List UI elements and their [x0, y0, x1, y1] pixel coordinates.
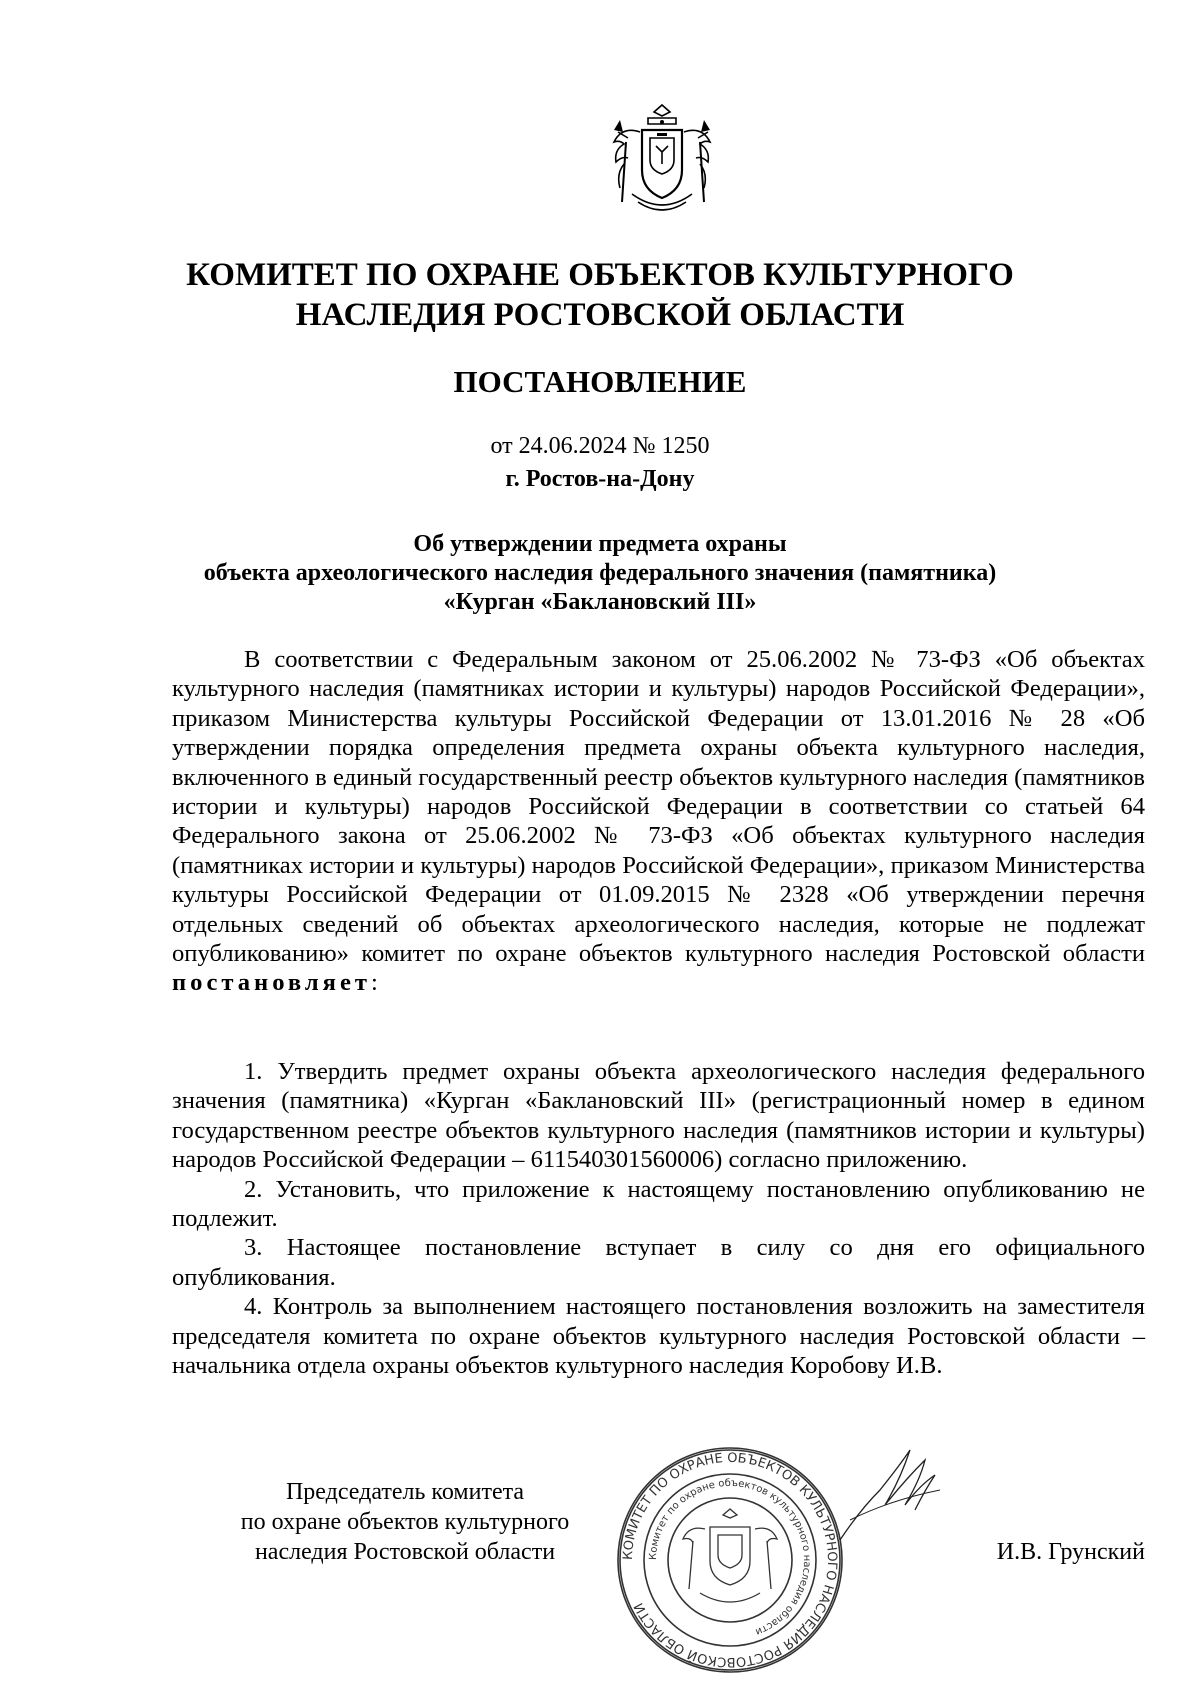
signer-position-line-2: по охране объектов культурного: [240, 1509, 570, 1535]
svg-text:Комитет по охране объектов кул: [648, 1478, 812, 1637]
organization-name-line-1: КОМИТЕТ ПО ОХРАНЕ ОБЪЕКТОВ КУЛЬТУРНОГО: [186, 257, 1014, 293]
document-title: [0, 530, 1200, 617]
organization-name-line-2: НАСЛЕДИЯ РОСТОВСКОЙ ОБЛАСТИ: [295, 297, 905, 333]
resolution-item: 2. Установить, что приложение к настоящему постановлению опубликованию не подлежит.: [172, 1175, 1145, 1233]
document-title-line-2: объекта археологического наследия федерального значения (памятника): [203, 560, 997, 586]
handwritten-signature-icon: [830, 1440, 950, 1550]
official-seal-icon: [615, 1445, 845, 1675]
signer-position: [190, 1477, 620, 1567]
document-title-line-1: Об утверждении предмета охраны: [413, 531, 787, 557]
signer-position-line-1: Председатель комитета: [285, 1479, 525, 1505]
resolution-items: [172, 1057, 1145, 1380]
resolves-word: постановляет: [172, 969, 371, 997]
document-title-line-3: «Курган «Баклановский III»: [443, 589, 757, 615]
signer-name: И.В. Грунский: [996, 1539, 1145, 1565]
resolution-item: 1. Утвердить предмет охраны объекта археологического наследия федерального значения (памятника) «Курган «Баклановский III» (регистрационный номер в едином государственном реестре объектов культурного наследия (памятников истории и культуры) народов Российской Федерации – 611540301560006) согласно приложению.: [172, 1058, 1145, 1174]
preamble: [172, 645, 1145, 998]
document-date-number: от 24.06.2024 № 1250: [490, 433, 710, 459]
preamble-end: :: [370, 969, 378, 997]
organization-name: [0, 255, 1200, 335]
coat-of-arms-icon: [604, 102, 720, 222]
preamble-text: В соответствии с Федеральным законом от 25.06.2002 № 73-ФЗ «Об объектах культурного наследия (памятниках истории и культуры) народов Российской Федерации», приказом Министерства культуры Российской Федерации от 13.01.2016 № 28 «Об утверждении порядка определения предмета охраны объекта культурного наследия, включенного в единый государственный реестр объектов культурного наследия (памятников истории и культуры) народов Российской Федерации в соответствии со статьей 64 Федерального закона от 25.06.2002 № 73-ФЗ «Об объектах культурного наследия (памятниках истории и культуры) народов Российской Федерации», приказом Министерства культуры Российской Федерации от 01.09.2015 № 2328 «Об утверждении перечня отдельных сведений об объектах археологического наследия, которые не подлежат опубликованию» комитет по охране объектов культурного наследия Ростовской области: [172, 646, 1145, 968]
seal-inner-text: Комитет по охране объектов культурного наследия области: [647, 1477, 813, 1638]
resolution-item: 3. Настоящее постановление вступает в силу со дня его официального опубликования.: [172, 1234, 1145, 1291]
seal-outer-text: КОМИТЕТ ПО ОХРАНЕ ОБЪЕКТОВ КУЛЬТУРНОГО НАСЛЕДИЯ РОСТОВСКОЙ ОБЛАСТИ: [620, 1450, 840, 1670]
document-city: г. Ростов-на-Дону: [505, 466, 695, 492]
signer-position-line-3: наследия Ростовской области: [254, 1539, 556, 1565]
preamble-paragraph: [172, 645, 1145, 998]
resolution-item: 4. Контроль за выполнением настоящего постановления возложить на заместителя председателя комитета по охране объектов культурного наследия Ростовской области – начальника отдела охраны объектов культурного наследия Коробову И.В.: [172, 1293, 1145, 1380]
document-type: ПОСТАНОВЛЕНИЕ: [453, 364, 747, 399]
